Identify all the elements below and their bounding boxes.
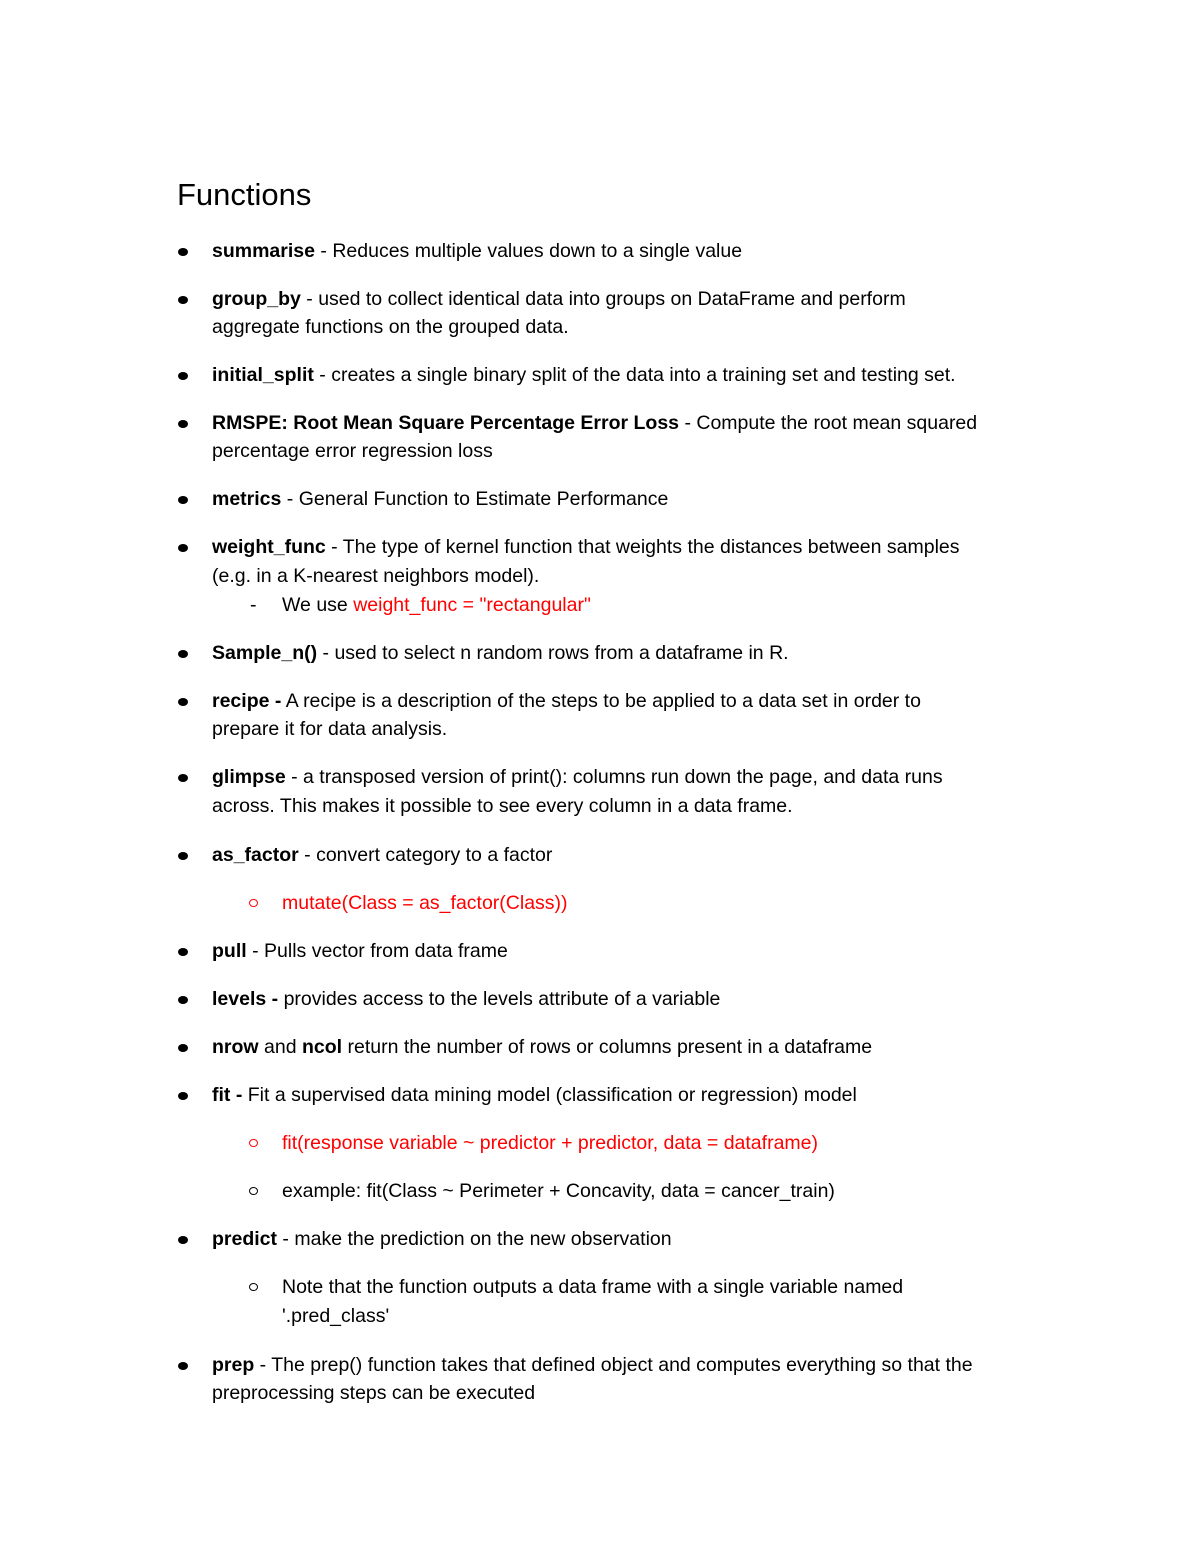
circle-bullet-icon <box>249 1139 258 1147</box>
description-continued: (e.g. in a K-nearest neighbors model). <box>212 565 540 587</box>
bullet-icon <box>178 496 188 504</box>
description-continued: across. This makes it possible to see every column in a data frame. <box>212 795 793 817</box>
list-item-sample-n: Sample_n() - used to select n random rows from a dataframe in R. <box>212 642 789 664</box>
list-item-as-factor: as_factor - convert category to a factor <box>212 844 553 866</box>
term: RMSPE: Root Mean Square Percentage Error Loss <box>212 412 680 434</box>
description: The type of kernel function that weights the distances between samples <box>342 536 960 558</box>
description: convert category to a factor <box>316 844 553 866</box>
term: Sample_n() <box>212 642 318 664</box>
list-item-fit <box>212 1081 857 1109</box>
list-item-summarise: summarise - Reduces multiple values down to a single value <box>212 240 743 262</box>
page-title: Functions <box>177 177 312 212</box>
list-item-levels <box>212 985 720 1013</box>
circle-bullet-icon <box>249 899 258 907</box>
term: ncol <box>301 1036 343 1058</box>
term: levels - <box>212 988 279 1010</box>
description: used to select n random rows from a dataframe in R. <box>334 642 789 664</box>
description: A recipe is a description of the steps to be applied to a data set in order to <box>285 690 921 712</box>
list-item-prep: prep - The prep() function takes that defined object and computes everything so that the <box>212 1354 973 1376</box>
description: Pulls vector from data frame <box>264 940 508 962</box>
bullet-icon <box>178 774 188 782</box>
code-snippet: weight_func = "rectangular" <box>353 594 591 616</box>
bullet-icon <box>178 996 188 1004</box>
bullet-icon <box>178 296 188 304</box>
bullet-icon <box>178 852 188 860</box>
list-item-rmspe: RMSPE: Root Mean Square Percentage Error Loss - Compute the root mean squared <box>212 412 978 434</box>
term: weight_func <box>212 536 326 558</box>
description-continued: percentage error regression loss <box>212 440 493 462</box>
term: summarise <box>212 240 315 262</box>
bullet-icon <box>178 948 188 956</box>
term: fit - <box>212 1084 243 1106</box>
list-item-recipe <box>212 687 921 715</box>
sub-item-code: fit(response variable ~ predictor + predictor, data = dataframe) <box>282 1132 818 1154</box>
bullet-icon <box>178 1044 188 1052</box>
bullet-icon <box>178 372 188 380</box>
term: initial_split <box>212 364 314 386</box>
circle-bullet-icon <box>249 1283 258 1291</box>
circle-bullet-icon <box>249 1187 258 1195</box>
bullet-icon <box>178 1092 188 1100</box>
description: Compute the root mean squared <box>696 412 978 434</box>
term: metrics <box>212 488 282 510</box>
sub-item-example: example: fit(Class ~ Perimeter + Concavity, data = cancer_train) <box>282 1180 835 1202</box>
bullet-icon <box>178 698 188 706</box>
description: return the number of rows or columns present in a dataframe <box>342 1036 873 1058</box>
list-item-glimpse: glimpse - a transposed version of print(): columns run down the page, and data runs <box>212 766 943 788</box>
description: The prep() function takes that defined object and computes everything so that the <box>271 1354 973 1376</box>
list-item-group-by: group_by - used to collect identical data into groups on DataFrame and perform <box>212 288 906 310</box>
description: Fit a supervised data mining model (classification or regression) model <box>247 1084 857 1106</box>
bullet-icon <box>178 248 188 256</box>
bullet-icon <box>178 420 188 428</box>
bullet-icon <box>178 544 188 552</box>
dash-marker: - <box>250 594 257 616</box>
list-item-weight-func: weight_func - The type of kernel function that weights the distances between samples <box>212 536 960 558</box>
term: as_factor <box>212 844 299 866</box>
description: Reduces multiple values down to a single value <box>332 240 743 262</box>
list-item-initial-split: initial_split - creates a single binary split of the data into a training set and testing set. <box>212 364 956 386</box>
sub-item-weight-func: We use weight_func = "rectangular" <box>282 594 591 616</box>
description: General Function to Estimate Performance <box>298 488 669 510</box>
description-continued: aggregate functions on the grouped data. <box>212 316 569 338</box>
term: group_by <box>212 288 301 310</box>
bullet-icon <box>178 1236 188 1244</box>
description: a transposed version of print(): columns run down the page, and data runs <box>303 766 943 788</box>
description: used to collect identical data into groups on DataFrame and perform <box>318 288 906 310</box>
sub-item-code: mutate(Class = as_factor(Class)) <box>282 892 568 914</box>
term: recipe - <box>212 690 282 712</box>
description-continued: prepare it for data analysis. <box>212 718 448 740</box>
term: predict <box>212 1228 278 1250</box>
sub-item-note-continued: '.pred_class' <box>282 1305 390 1327</box>
description: make the prediction on the new observation <box>294 1228 672 1250</box>
list-item-pull: pull - Pulls vector from data frame <box>212 940 508 962</box>
description: provides access to the levels attribute of a variable <box>283 988 721 1010</box>
term: nrow <box>212 1036 259 1058</box>
bullet-icon <box>178 650 188 658</box>
bullet-icon <box>178 1362 188 1370</box>
description-continued: preprocessing steps can be executed <box>212 1382 536 1404</box>
term: prep <box>212 1354 255 1376</box>
term: glimpse <box>212 766 286 788</box>
list-item-metrics: metrics - General Function to Estimate Performance <box>212 488 669 510</box>
list-item-predict: predict - make the prediction on the new observation <box>212 1228 672 1250</box>
sub-item-note: Note that the function outputs a data frame with a single variable named <box>282 1276 904 1298</box>
description: creates a single binary split of the data into a training set and testing set. <box>331 364 956 386</box>
list-item-nrow-ncol: nrow and ncol return the number of rows or columns present in a dataframe <box>212 1036 873 1058</box>
term: pull <box>212 940 247 962</box>
